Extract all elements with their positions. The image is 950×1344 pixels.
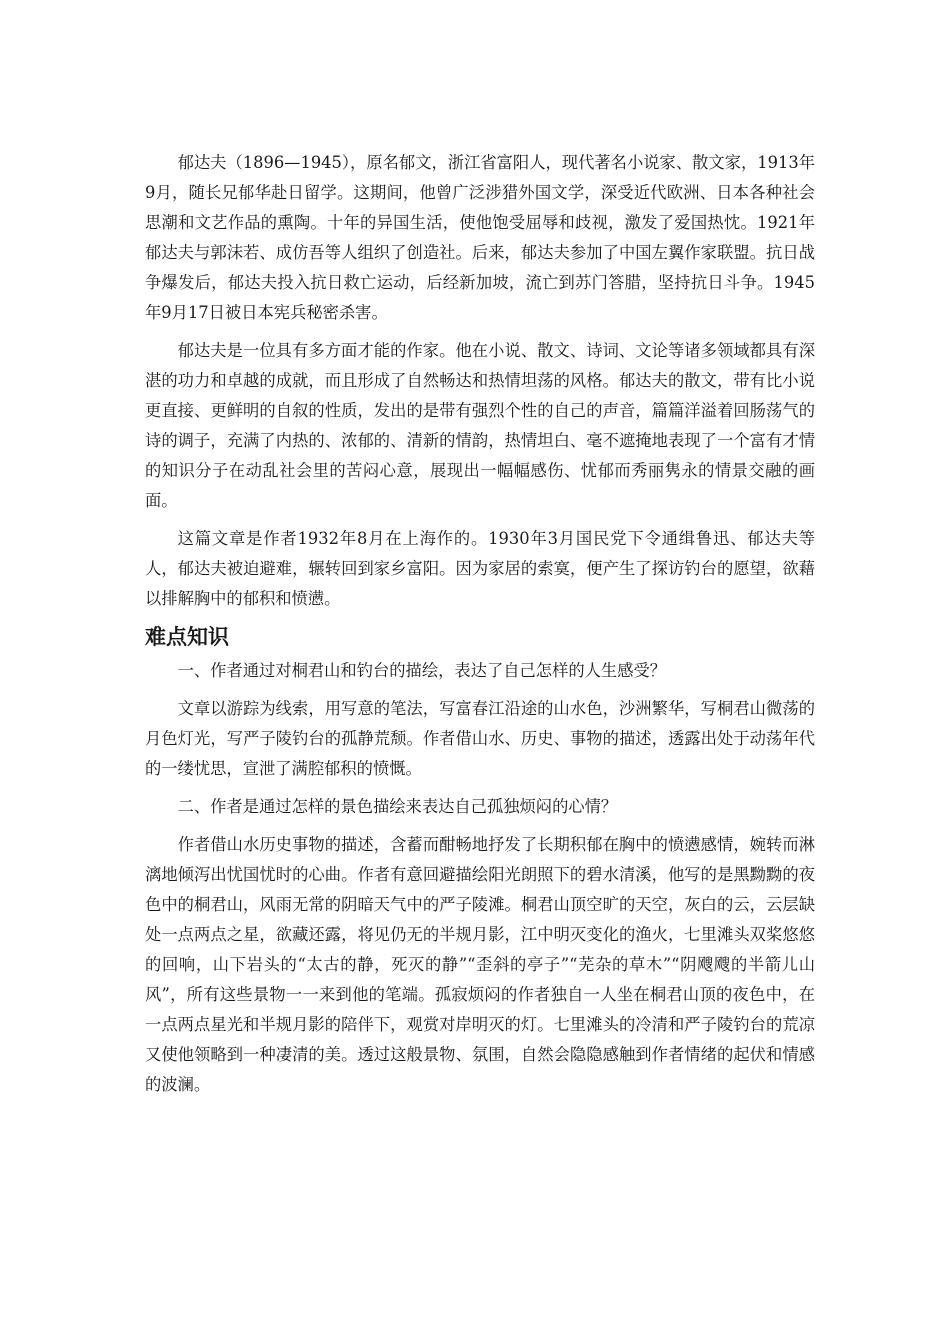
- answer-2: 作者借山水历史事物的描述，含蓄而酣畅地抒发了长期积郁在胸中的愤懑感情，婉转而淋漓地倾泻出忧国忧时的心曲。作者有意回避描绘阳光朗照下的碧水清溪，他写的是黑黝黝的夜色中的桐君山，风雨无常的阴暗天气中的严子陵滩。桐君山顶空旷的天空，灰白的云，云层缺处一点两点之星，欲藏还露，将见仍无的半规月影，江中明灭变化的渔火，七里滩头双桨悠悠的回响，山下岩头的“太古的静，死灭的静”“歪斜的亭子”“芜杂的草木”“阴飕飕的半箭儿山风”，所有这些景物一一来到他的笔端。孤寂烦闷的作者独自一人坐在桐君山顶的夜色中，在一点两点星光和半规月影的陪伴下，观赏对岸明灭的灯。七里滩头的冷清和严子陵钓台的荒凉又使他领略到一种凄清的美。透过这般景物、氛围，自然会隐隐感触到作者情绪的起伏和情感的波澜。: [145, 835, 815, 1094]
- question-2: 二、作者是通过怎样的景色描绘来表达自己孤独烦闷的心情？: [177, 797, 618, 816]
- question-1: 一、作者通过对桐君山和钓台的描绘，表达了自己怎样的人生感受？: [177, 661, 667, 680]
- section-heading: 难点知识: [145, 625, 229, 649]
- document-page: [145, 148, 815, 1108]
- intro-paragraph-2: 郁达夫是一位具有多方面才能的作家。他在小说、散文、诗词、文论等诸多领域都具有深湛的功力和卓越的成就，而且形成了自然畅达和热情坦荡的风格。郁达夫的散文，带有比小说更直接、更鲜明的自叙的性质，发出的是带有强烈个性的自己的声音，篇篇洋溢着回肠荡气的诗的调子，充满了内热的、浓郁的、清新的情韵，热情坦白、毫不遮掩地表现了一个富有才情的知识分子在动乱社会里的苦闷心意，展现出一幅幅感伤、忧郁而秀丽隽永的情景交融的画面。: [145, 341, 815, 510]
- intro-paragraph-3: 这篇文章是作者1932年8月在上海作的。1930年3月国民党下令通缉鲁迅、郁达夫等人，郁达夫被迫避难，辗转回到家乡富阳。因为家居的索寞，便产生了探访钓台的愿望，欲藉以排解胸中的郁积和愤懑。: [145, 529, 815, 608]
- intro-paragraph-1: 郁达夫（1896—1945），原名郁文，浙江省富阳人，现代著名小说家、散文家，1913年9月，随长兄郁华赴日留学。这期间，他曾广泛涉猎外国文学，深受近代欧洲、日本各种社会思潮和文艺作品的熏陶。十年的异国生活，使他饱受屈辱和歧视，激发了爱国热忱。1921年郁达夫与郭沫若、成仿吾等人组织了创造社。后来，郁达夫参加了中国左翼作家联盟。抗日战争爆发后，郁达夫投入抗日救亡运动，后经新加坡，流亡到苏门答腊，坚持抗日斗争。1945年9月17日被日本宪兵秘密杀害。: [145, 153, 815, 322]
- answer-1: 文章以游踪为线索，用写意的笔法，写富春江沿途的山水色，沙洲繁华，写桐君山微荡的月色灯光，写严子陵钓台的孤静荒颓。作者借山水、历史、事物的描述，透露出处于动荡年代的一缕忧思，宣泄了满腔郁积的愤慨。: [145, 699, 815, 778]
